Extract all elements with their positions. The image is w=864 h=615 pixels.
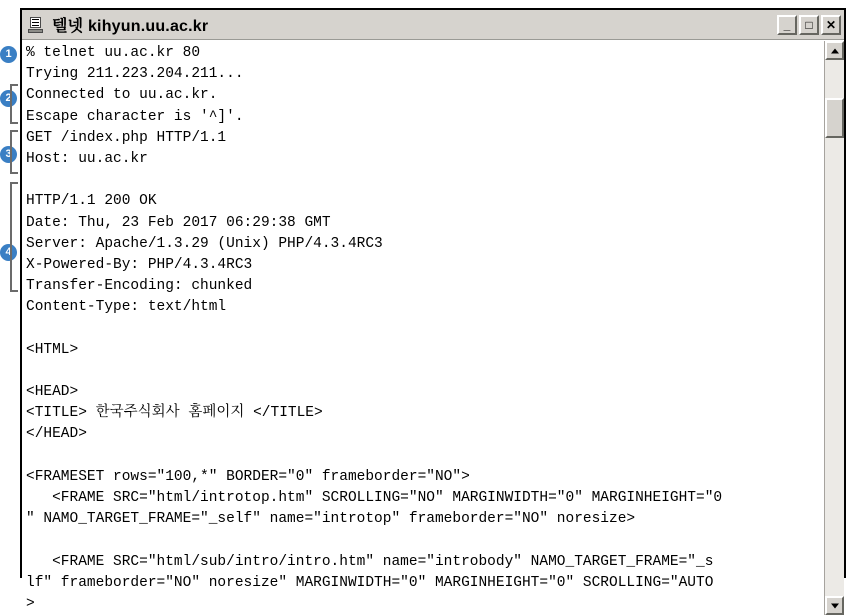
annotation-number: 2 xyxy=(5,92,12,104)
terminal-line xyxy=(26,170,824,191)
terminal-output[interactable] xyxy=(22,41,824,615)
terminal-line: <HTML> xyxy=(26,341,79,358)
annotation-number: 4 xyxy=(5,246,12,258)
terminal-line xyxy=(26,530,824,551)
terminal-line: % telnet uu.ac.kr 80 xyxy=(26,45,201,61)
terminal-line: Trying 211.223.204.211... xyxy=(26,66,244,83)
terminal-line: <FRAMESET rows="100,*" BORDER="0" frameborder="NO"> xyxy=(26,468,470,485)
terminal-line: Escape character is '^]'. xyxy=(26,108,244,125)
vertical-scrollbar[interactable] xyxy=(824,41,844,615)
close-button[interactable] xyxy=(821,15,841,35)
minimize-button[interactable] xyxy=(777,15,797,35)
terminal-line: </HEAD> xyxy=(26,426,87,443)
scrollbar-thumb[interactable] xyxy=(825,98,844,138)
scroll-down-button[interactable] xyxy=(825,596,844,615)
window-title: 텔넷 kihyun.uu.ac.kr xyxy=(52,18,209,35)
terminal-line: Date: Thu, 23 Feb 2017 06:29:38 GMT xyxy=(26,214,331,231)
annotation-bracket-3 xyxy=(10,130,18,174)
terminal-line: <HEAD> xyxy=(26,384,79,400)
window-controls xyxy=(777,15,841,35)
maximize-icon: □ xyxy=(805,17,813,32)
close-icon: ✕ xyxy=(825,17,837,32)
scroll-up-arrow-icon xyxy=(831,48,839,53)
terminal-line: Transfer-Encoding: chunked xyxy=(26,278,253,295)
scroll-up-button[interactable] xyxy=(825,41,844,60)
annotation-number: 1 xyxy=(5,48,12,60)
annotation-number: 3 xyxy=(5,148,12,160)
terminal-line: " NAMO_TARGET_FRAME="_self" name="introtop" frameborder="NO" noresize> xyxy=(26,511,636,528)
terminal-line: GET /index.php HTTP/1.1 xyxy=(26,129,227,146)
terminal-line: Content-Type: text/html xyxy=(26,299,227,316)
terminal-line xyxy=(26,446,824,467)
terminal-line: Connected to uu.ac.kr. xyxy=(26,87,218,104)
terminal-line: <FRAME SRC="html/sub/intro/intro.htm" name="introbody" NAMO_TARGET_FRAME="_s xyxy=(26,553,714,570)
terminal-line: X-Powered-By: PHP/4.3.4RC3 xyxy=(26,256,253,273)
window-client-area xyxy=(22,40,844,615)
terminal-line: <TITLE> 한국주식회사 홈페이지 </TITLE> xyxy=(26,405,323,422)
terminal-line xyxy=(26,318,824,339)
annotation-bracket-2 xyxy=(10,84,18,124)
window-titlebar[interactable] xyxy=(22,10,844,40)
telnet-icon xyxy=(28,16,46,34)
terminal-line: Host: uu.ac.kr xyxy=(26,150,148,167)
telnet-window xyxy=(20,8,846,612)
minimize-icon: _ xyxy=(783,17,791,32)
scrollbar-track[interactable] xyxy=(825,60,844,596)
terminal-line: > xyxy=(26,595,35,612)
annotation-bracket-4 xyxy=(10,182,18,292)
maximize-button[interactable] xyxy=(799,15,819,35)
terminal-line: Server: Apache/1.3.29 (Unix) PHP/4.3.4RC3 xyxy=(26,235,383,252)
scroll-down-arrow-icon xyxy=(831,603,839,608)
terminal-line: <FRAME SRC="html/introtop.htm" SCROLLING="NO" MARGINWIDTH="0" MARGINHEIGHT="0 xyxy=(26,489,723,506)
terminal-line: HTTP/1.1 200 OK xyxy=(26,193,157,210)
terminal-line: lf" frameborder="NO" noresize" MARGINWIDTH="0" MARGINHEIGHT="0" SCROLLING="AUTO xyxy=(26,574,714,591)
terminal-line xyxy=(26,361,824,382)
annotation-marker-1 xyxy=(0,46,17,63)
